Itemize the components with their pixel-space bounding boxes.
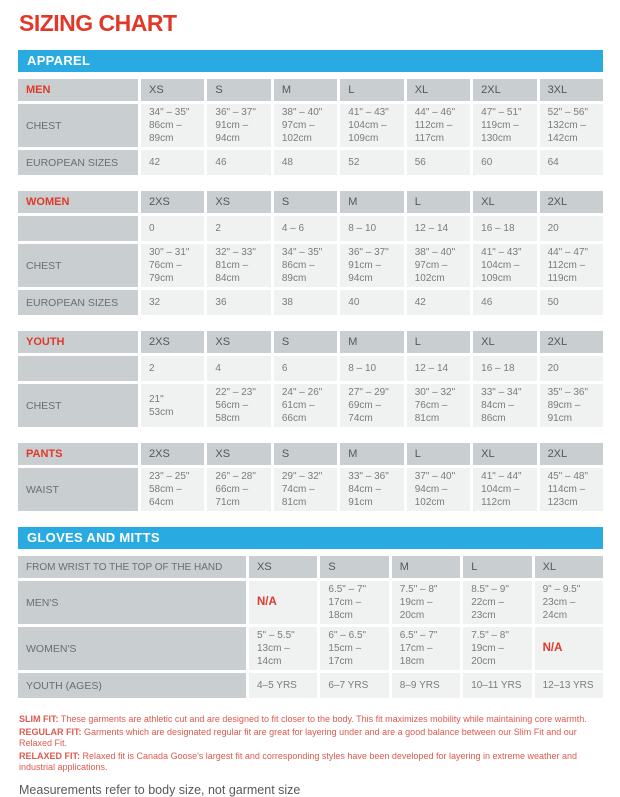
size-value: 32" – 33" [215, 247, 256, 258]
size-value: 12–13 YRS [542, 680, 594, 691]
size-cell [340, 244, 403, 287]
size-value: 6.5" – 7" [328, 584, 367, 595]
size-value: 29" – 32" [281, 471, 323, 482]
size-value: 33" – 34" [481, 387, 522, 398]
fineprint-line [19, 714, 603, 726]
size-value: 53cm [149, 406, 174, 418]
size-cell [407, 356, 470, 381]
size-cell [249, 627, 317, 670]
size-cell [540, 356, 603, 381]
table-label-pants: PANTS [18, 443, 138, 465]
size-value: 84cm – 86cm [481, 400, 514, 424]
size-value: 38" – 40" [281, 107, 323, 118]
size-value: 2 [215, 223, 221, 234]
size-cell [407, 244, 470, 287]
size-value: 64 [547, 157, 559, 168]
size-value: 16 – 18 [481, 223, 515, 234]
size-value: 32 [149, 297, 161, 308]
size-value: 45" – 48" [547, 471, 589, 482]
size-cell [274, 104, 337, 147]
column-header: 2XL [473, 79, 536, 101]
column-header: XS [207, 331, 270, 353]
size-value: 119cm – 130cm [481, 120, 519, 144]
size-cell [274, 290, 337, 315]
size-value: 2 [149, 363, 155, 374]
column-header: L [407, 191, 470, 213]
size-value: 12 – 14 [414, 223, 449, 234]
size-cell [141, 290, 204, 315]
size-value: 76cm – 81cm [414, 400, 448, 424]
column-header: 2XL [540, 443, 603, 465]
size-value: 34" – 35" [281, 247, 323, 258]
size-value: 38" – 40" [414, 247, 456, 258]
table-label-youth: YOUTH [18, 331, 138, 353]
row-label: WAIST [18, 468, 138, 511]
size-value: 41" – 43" [481, 247, 522, 258]
size-value: 132cm – 142cm [547, 120, 586, 144]
size-value: 40 [348, 297, 360, 308]
column-header: L [463, 556, 531, 578]
size-value: 36" – 37" [215, 107, 256, 118]
size-cell [207, 216, 270, 241]
size-table-women [18, 191, 603, 315]
size-value: 22" – 23" [215, 387, 256, 398]
size-value: 10–11 YRS [471, 680, 522, 691]
size-value: 4 [215, 363, 221, 374]
size-value: 41" – 43" [348, 107, 389, 118]
fineprint-lead: SLIM FIT: [19, 714, 59, 724]
size-cell [207, 104, 270, 147]
size-value: 23cm – 24cm [542, 597, 576, 621]
column-header: XL [473, 443, 536, 465]
column-header: XL [473, 331, 536, 353]
size-cell [207, 468, 270, 511]
size-value: 86cm – 89cm [149, 120, 182, 144]
size-table-pants [18, 443, 603, 511]
size-cell [540, 468, 603, 511]
column-header: 2XS [141, 191, 204, 213]
column-header: XS [141, 79, 204, 101]
size-value: 7.5" – 8" [471, 630, 509, 641]
size-value: 19cm – 20cm [471, 643, 504, 667]
size-value: 36 [215, 297, 227, 308]
size-value: 0 [149, 223, 155, 234]
row-label [18, 356, 138, 381]
size-value: 52 [348, 157, 360, 168]
column-header: 2XS [141, 443, 204, 465]
table-label-men: MEN [18, 79, 138, 101]
fineprint-text: Relaxed fit is Canada Goose's largest fit and corresponding styles have been developed for layering in extreme weather and industrial applications. [19, 750, 578, 772]
size-value: 21" [149, 393, 164, 405]
size-value: 20 [547, 223, 559, 234]
size-value: 22cm – 23cm [471, 597, 504, 621]
size-value: 33" – 36" [348, 471, 389, 482]
size-cell [141, 104, 204, 147]
size-value: 81cm – 84cm [215, 260, 249, 284]
column-header: M [340, 331, 403, 353]
row-label: EUROPEAN SIZES [18, 290, 138, 315]
size-cell [249, 581, 317, 624]
table-label-gloves-mitts: FROM WRIST TO THE TOP OF THE HAND [18, 556, 246, 578]
size-cell [407, 290, 470, 315]
size-value: 114cm – 123cm [547, 484, 586, 508]
size-value: 15cm – 17cm [328, 643, 362, 667]
column-header: 3XL [540, 79, 603, 101]
size-cell [141, 244, 204, 287]
size-cell [473, 244, 536, 287]
size-value: 6 [281, 363, 288, 374]
size-cell [463, 581, 531, 624]
column-header: S [320, 556, 388, 578]
size-cell [473, 356, 536, 381]
size-value: 74cm – 81cm [281, 484, 315, 508]
size-cell [320, 581, 388, 624]
size-value: 104cm – 109cm [481, 260, 520, 284]
size-cell [141, 468, 204, 511]
size-cell [141, 356, 204, 381]
size-value: 112cm – 117cm [414, 120, 453, 144]
size-value: 38 [281, 297, 293, 308]
size-value: 6.5" – 7" [399, 630, 438, 641]
page-title: SIZING CHART [19, 10, 177, 36]
size-cell [141, 216, 204, 241]
column-header: 2XL [540, 331, 603, 353]
size-value: 42 [149, 157, 161, 168]
size-value: 58cm – 64cm [149, 484, 182, 508]
column-header: L [407, 443, 470, 465]
size-value: 34" – 35" [149, 107, 190, 118]
fit-notes [19, 714, 603, 774]
row-label: CHEST [18, 104, 138, 147]
size-value: 8 – 10 [348, 363, 377, 374]
size-value: 8 – 10 [348, 223, 377, 234]
column-header: S [274, 191, 337, 213]
row-label: CHEST [18, 384, 138, 427]
size-cell [207, 384, 270, 427]
row-label: YOUTH (AGES) [18, 673, 246, 698]
size-value: 8.5" – 9" [471, 584, 509, 595]
size-cell [274, 384, 337, 427]
size-value: 24" – 26" [281, 387, 323, 398]
size-cell [535, 581, 603, 624]
size-value: 86cm – 89cm [281, 260, 315, 284]
size-value: 69cm – 74cm [348, 400, 382, 424]
size-value: 84cm – 91cm [348, 484, 382, 508]
section-header-gloves: GLOVES AND MITTS [18, 527, 603, 549]
size-cell [473, 468, 536, 511]
size-cell [274, 150, 337, 175]
size-value: 46 [215, 157, 227, 168]
size-value: 104cm – 112cm [481, 484, 520, 508]
fineprint-text: These garments are athletic cut and are designed to fit closer to the body. This fit maximizes mobility while maintaining core warmth. [58, 714, 587, 724]
size-value: 30" – 31" [149, 247, 190, 258]
size-cell [340, 216, 403, 241]
column-header: XL [473, 191, 536, 213]
size-cell [473, 290, 536, 315]
fineprint-text: Garments which are designated regular fit are great for layering under and are a good balance between our Slim Fit and our Relaxed Fit. [19, 726, 577, 748]
size-value: 9" – 9.5" [542, 584, 581, 595]
size-cell [473, 384, 536, 427]
column-header: XL [407, 79, 470, 101]
size-cell [473, 216, 536, 241]
column-header: M [340, 191, 403, 213]
size-value: 5" – 5.5" [257, 630, 295, 641]
size-value: 19cm – 20cm [399, 597, 433, 621]
size-cell [340, 104, 403, 147]
size-value: 36" – 37" [348, 247, 389, 258]
size-cell [407, 216, 470, 241]
row-label: CHEST [18, 244, 138, 287]
size-value: 60 [481, 157, 493, 168]
size-cell [540, 150, 603, 175]
section-gloves [18, 527, 603, 698]
column-header: XS [207, 191, 270, 213]
size-value: 97cm – 102cm [281, 120, 315, 144]
size-value: 12 – 14 [414, 363, 449, 374]
size-cell [207, 290, 270, 315]
size-value: 104cm – 109cm [348, 120, 387, 144]
size-value: 16 – 18 [481, 363, 515, 374]
size-cell [407, 150, 470, 175]
size-cell [274, 356, 337, 381]
size-value: 50 [547, 297, 559, 308]
sections-container [18, 50, 603, 698]
footnote: Measurements refer to body size, not garment size [19, 782, 301, 797]
size-table-youth [18, 331, 603, 427]
size-cell [407, 384, 470, 427]
size-value: 4 – 6 [281, 223, 305, 234]
fineprint-line [19, 727, 603, 750]
column-header: M [340, 443, 403, 465]
size-value: N/A [542, 642, 563, 654]
size-value: 35" – 36" [547, 387, 589, 398]
size-value: 17cm – 18cm [399, 643, 433, 667]
column-header: L [340, 79, 403, 101]
column-header: L [407, 331, 470, 353]
size-cell [392, 627, 460, 670]
size-value: 6–7 YRS [328, 680, 369, 691]
fineprint-line [19, 751, 603, 774]
size-cell [540, 244, 603, 287]
size-value: 6" – 6.5" [328, 630, 367, 641]
column-header: 2XS [141, 331, 204, 353]
size-cell [407, 104, 470, 147]
size-value: 20 [547, 363, 559, 374]
size-value: 44" – 46" [414, 107, 456, 118]
size-value: 97cm – 102cm [414, 260, 448, 284]
size-value: 7.5" – 8" [399, 584, 438, 595]
size-cell [320, 627, 388, 670]
size-cell [535, 627, 603, 670]
size-cell [340, 384, 403, 427]
row-label: WOMEN'S [18, 627, 246, 670]
size-cell [274, 244, 337, 287]
row-label: MEN'S [18, 581, 246, 624]
size-cell [540, 384, 603, 427]
row-label: EUROPEAN SIZES [18, 150, 138, 175]
size-value: 27" – 29" [348, 387, 389, 398]
size-value: 37" – 40" [414, 471, 456, 482]
size-cell [207, 244, 270, 287]
size-value: 26" – 28" [215, 471, 256, 482]
size-cell [540, 104, 603, 147]
size-cell [540, 290, 603, 315]
size-value: 66cm – 71cm [215, 484, 249, 508]
column-header: 2XL [540, 191, 603, 213]
column-header: S [207, 79, 270, 101]
size-value: 13cm – 14cm [257, 643, 290, 667]
size-table-men [18, 79, 603, 175]
size-value: N/A [257, 596, 277, 608]
column-header: S [274, 331, 337, 353]
column-header: M [274, 79, 337, 101]
size-value: 52" – 56" [547, 107, 589, 118]
size-value: 76cm – 79cm [149, 260, 182, 284]
size-value: 4–5 YRS [257, 680, 297, 691]
size-value: 56cm – 58cm [215, 400, 249, 424]
size-value: 44" – 47" [547, 247, 589, 258]
column-header: XS [249, 556, 317, 578]
size-value: 94cm – 102cm [414, 484, 448, 508]
size-cell [540, 216, 603, 241]
size-value: 56 [414, 157, 426, 168]
column-header: XS [207, 443, 270, 465]
section-header-apparel: APPAREL [18, 50, 603, 72]
size-value: 8–9 YRS [399, 680, 440, 691]
size-cell [274, 468, 337, 511]
size-cell [407, 468, 470, 511]
size-value: 61cm – 66cm [281, 400, 315, 424]
size-value: 46 [481, 297, 493, 308]
size-cell [207, 356, 270, 381]
size-value: 48 [281, 157, 293, 168]
size-cell [473, 104, 536, 147]
size-cell [340, 468, 403, 511]
column-header: M [392, 556, 460, 578]
size-cell [473, 150, 536, 175]
size-value: 17cm – 18cm [328, 597, 362, 621]
column-header: XL [535, 556, 603, 578]
fineprint-lead: REGULAR FIT: [19, 726, 82, 737]
size-cell [340, 150, 403, 175]
size-value: 30" – 32" [414, 387, 456, 398]
table-label-women: WOMEN [18, 191, 138, 213]
size-value: 23" – 25" [149, 471, 190, 482]
size-cell [463, 627, 531, 670]
row-label [18, 216, 138, 241]
size-cell [392, 581, 460, 624]
column-header: S [274, 443, 337, 465]
size-value: 47" – 51" [481, 107, 522, 118]
fineprint-lead: RELAXED FIT: [19, 750, 81, 761]
size-cell [340, 356, 403, 381]
size-cell [141, 384, 204, 427]
section-apparel [18, 50, 603, 511]
size-cell [274, 216, 337, 241]
size-value: 41" – 44" [481, 471, 522, 482]
size-cell [340, 290, 403, 315]
size-value: 112cm – 119cm [547, 260, 586, 284]
size-cell [141, 150, 204, 175]
size-value: 91cm – 94cm [348, 260, 382, 284]
size-value: 42 [414, 297, 426, 308]
size-value: 89cm – 91cm [547, 400, 581, 424]
size-cell [207, 150, 270, 175]
size-value: 91cm – 94cm [215, 120, 249, 144]
